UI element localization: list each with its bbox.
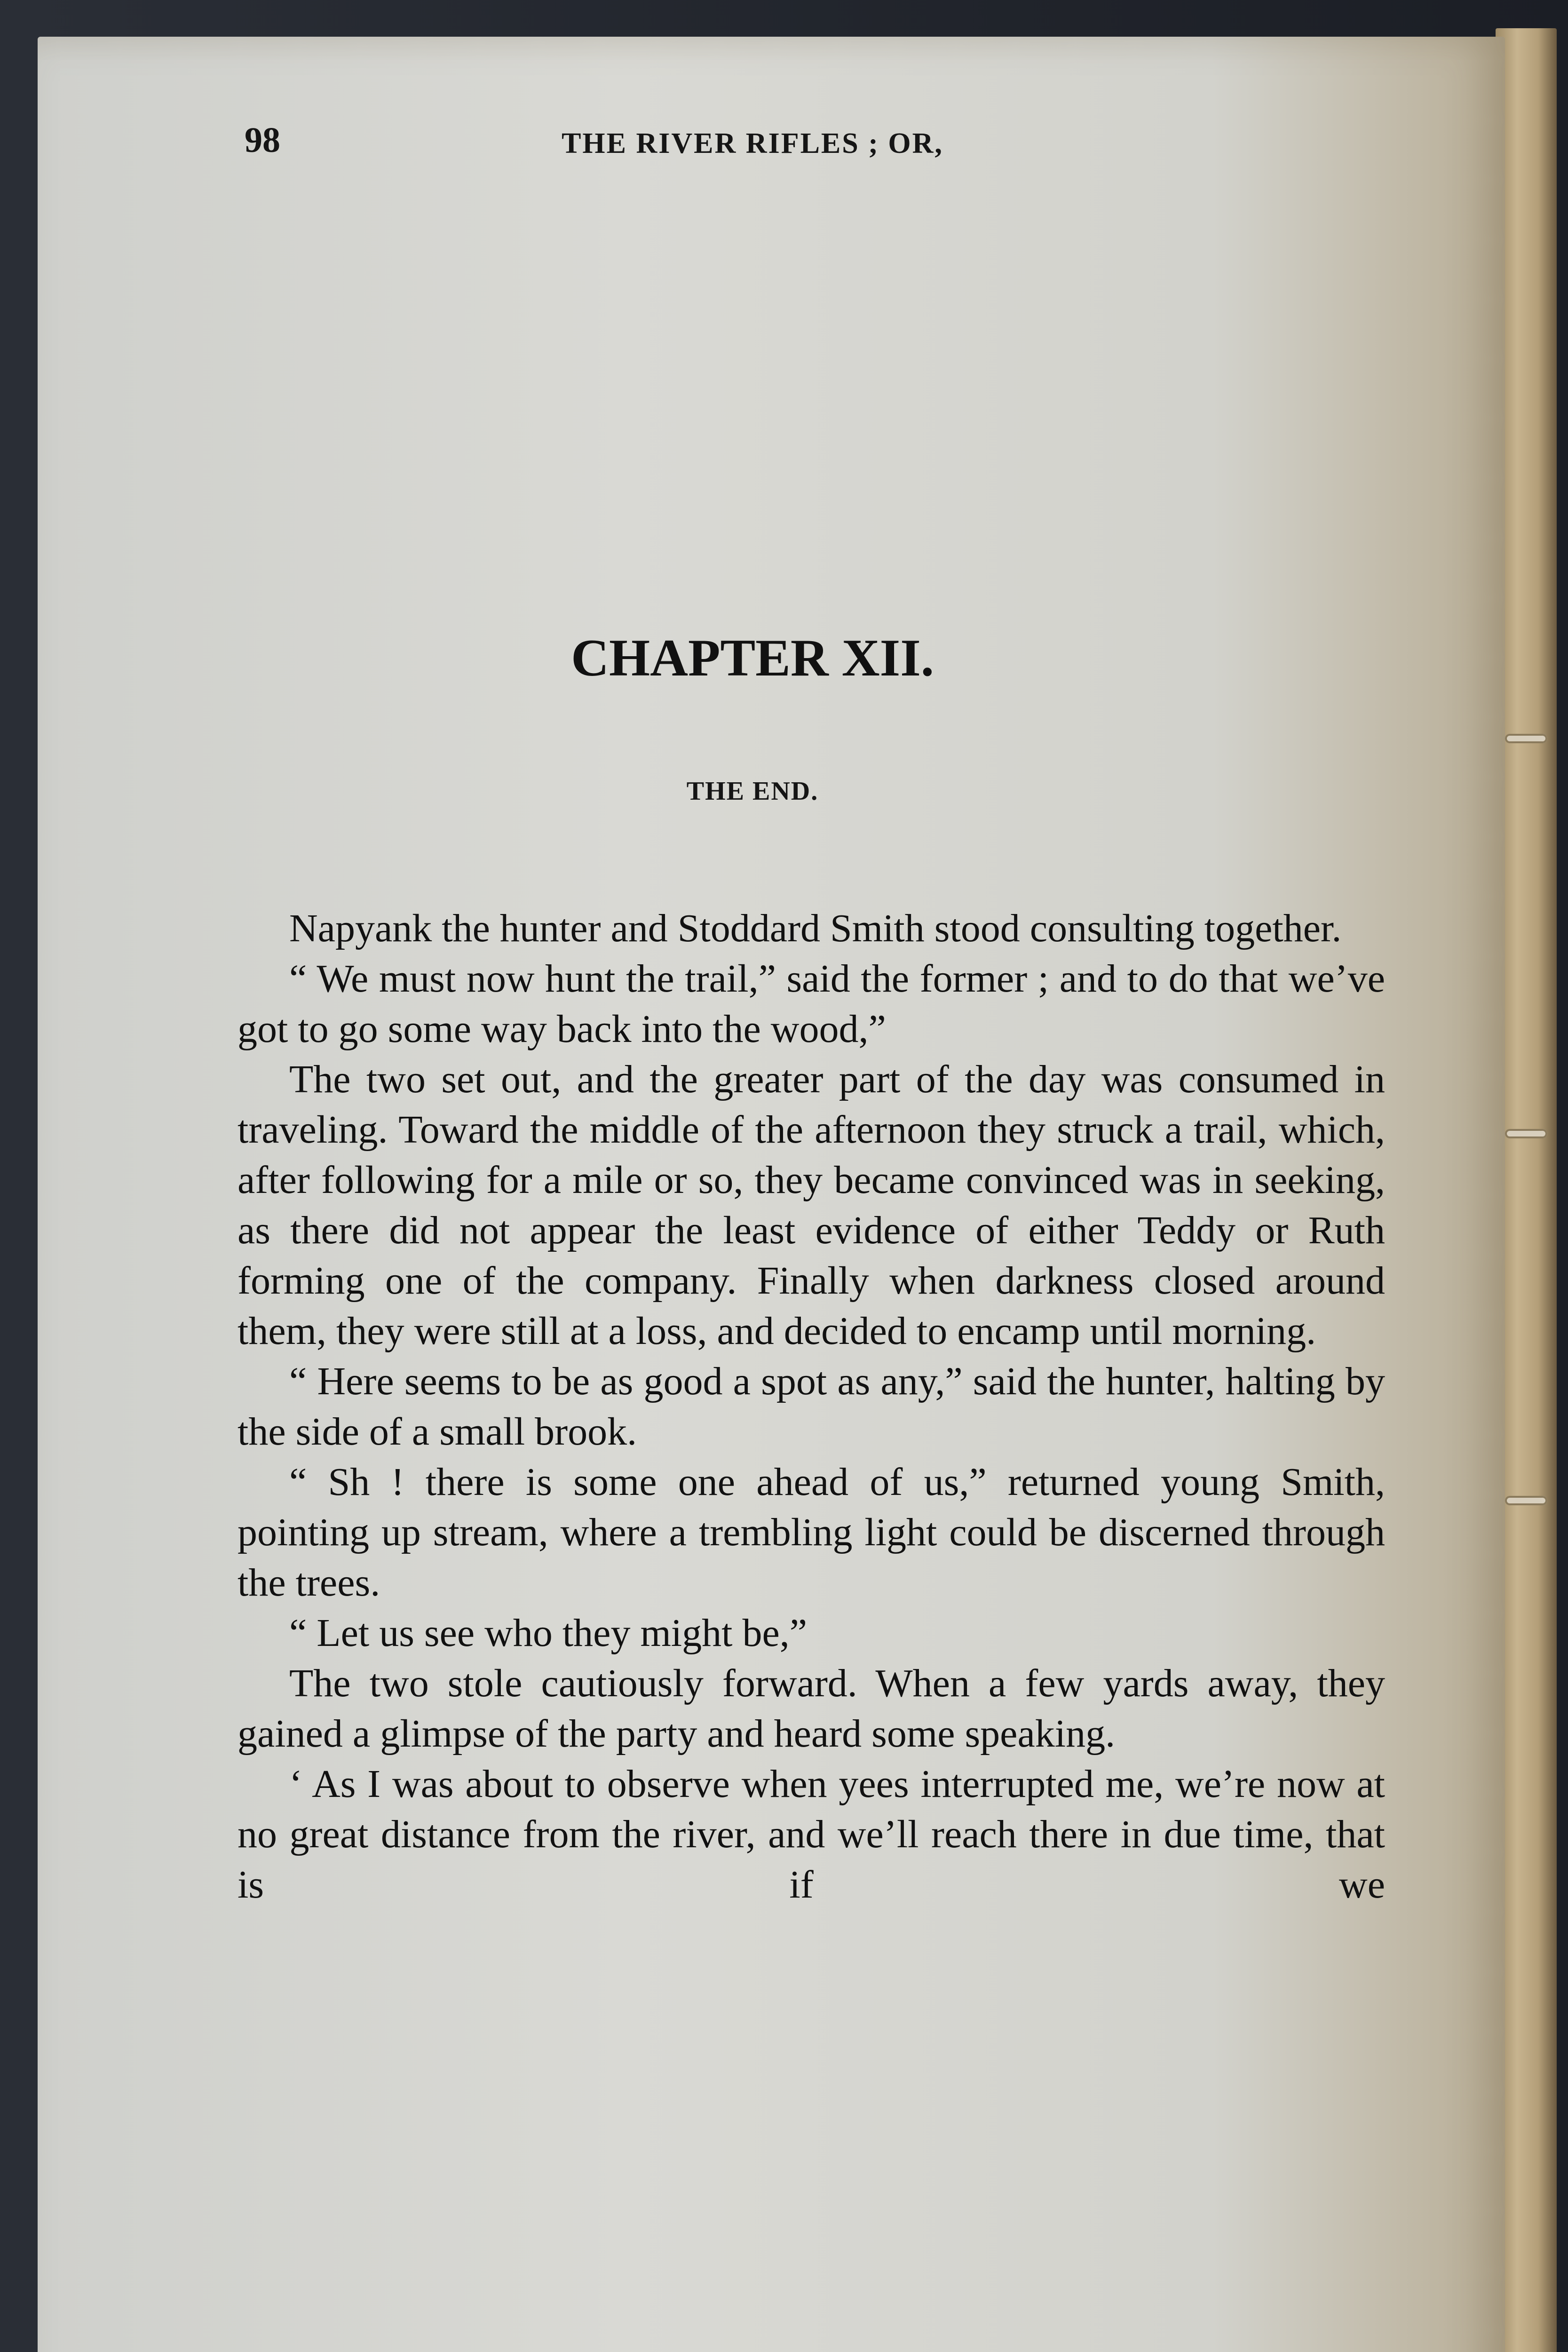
binding-stitch — [1505, 734, 1547, 743]
chapter-body — [238, 903, 1385, 1910]
paragraph: The two stole cautiously forward. When a few yards away, they gained a glimpse of the party and heard some speaking. — [238, 1661, 1385, 1756]
running-head: THE RIVER RIFLES ; OR, — [562, 127, 943, 159]
paragraph: “ Sh ! there is some one ahead of us,” returned young Smith, pointing up stream, where a trembling light could be discerned through the trees. — [238, 1460, 1385, 1605]
paragraph: “ Here seems to be as good a spot as any,” said the hunter, halting by the side of a small brook. — [238, 1359, 1385, 1454]
binding-stitch — [1505, 1496, 1547, 1505]
chapter-subtitle: THE END. — [686, 777, 819, 806]
paragraph: “ We must now hunt the trail,” said the former ; and to do that we’ve got to go some way back into the wood,” — [238, 957, 1385, 1051]
binding-stitch — [1505, 1129, 1547, 1138]
paragraph: Napyank the hunter and Stoddard Smith stood consulting together. — [289, 906, 1342, 950]
page-number: 98 — [245, 120, 280, 160]
paragraph: “ Let us see who they might be,” — [289, 1611, 808, 1655]
paragraph: ‘ As I was about to observe when yees interrupted me, we’re now at no great distance from the river, and we’ll reach there in due time, that is if we — [238, 1762, 1385, 1907]
chapter-title: CHAPTER XII. — [571, 629, 934, 687]
paragraph: The two set out, and the greater part of the day was consumed in traveling. Toward the middle of the afternoon they struck a trail, which, after following for a mile or so, they became convinced was in seeking, as there did not appear the least evidence of either Teddy or Ruth forming one of the company. Finally when darkness closed around them, they were still at a loss, and decided to encamp until morning. — [238, 1057, 1385, 1353]
